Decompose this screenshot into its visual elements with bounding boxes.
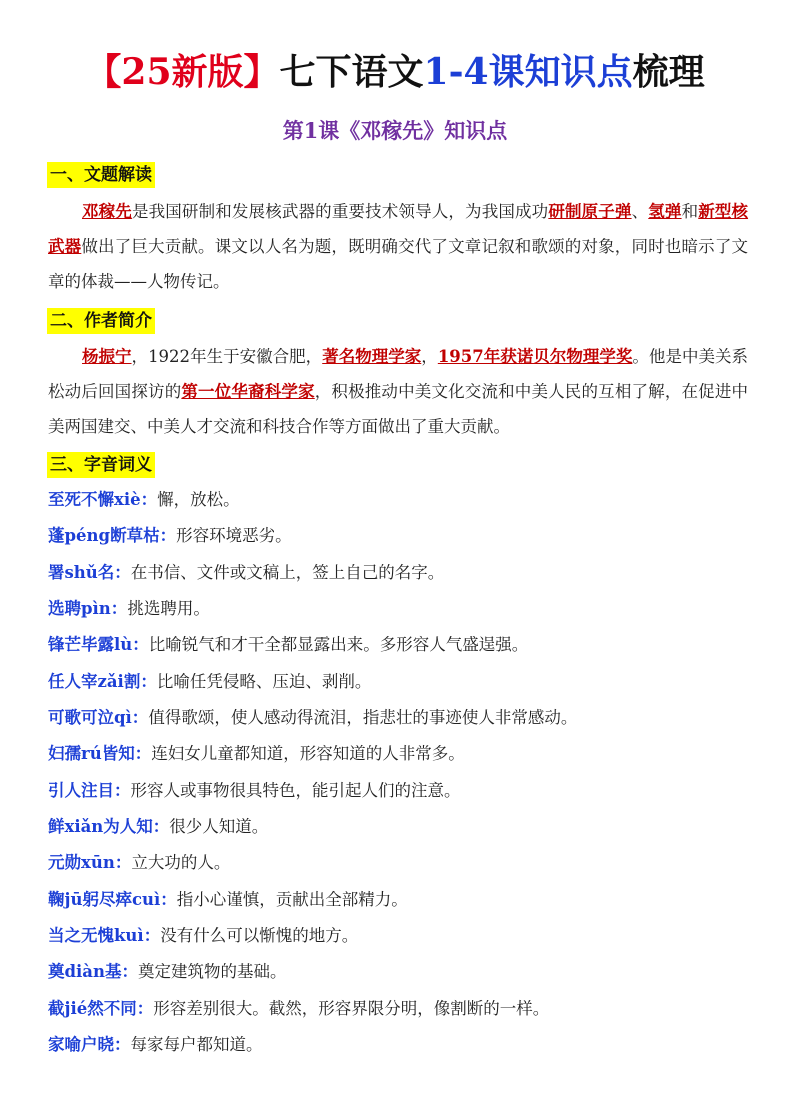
vocab-item	[48, 814, 748, 840]
vocab-definition: 立大功的人。	[131, 853, 231, 872]
vocab-definition: 奠定建筑物的基础。	[138, 962, 287, 981]
text-run: 是我国研制和发展核武器的重要技术领导人，为我国成功	[131, 202, 549, 221]
text-run: 、	[631, 202, 649, 221]
vocab-term: 鞠jū躬尽瘁cuì：	[48, 890, 177, 909]
vocab-definition: 比喻任凭侵略、压迫、剥削。	[156, 672, 372, 691]
lesson-subtitle: 第1课《邓稼先》知识点	[282, 118, 508, 143]
vocab-definition: 连妇女儿童都知道，形容知道的人非常多。	[151, 744, 465, 763]
vocab-definition: 形容差别很大。截然，形容界限分明，像割断的一样。	[153, 999, 550, 1018]
vocab-definition: 每家每户都知道。	[130, 1035, 263, 1054]
vocab-item	[48, 741, 748, 767]
title-analysis-paragraph	[48, 194, 748, 299]
title-lesson-range: 1-4课知识点	[423, 51, 633, 93]
vocab-item	[48, 632, 748, 658]
vocab-term: 署shǔ名：	[48, 563, 131, 582]
section-heading-author-intro: 二、作者简介	[47, 308, 155, 334]
vocab-term: 家喻户晓：	[48, 1035, 131, 1054]
vocab-item	[48, 887, 748, 913]
vocab-item	[48, 705, 748, 731]
vocab-item	[48, 778, 748, 804]
vocab-term: 引人注目：	[48, 781, 131, 800]
vocab-definition: 挑选聘用。	[127, 599, 210, 618]
vocab-definition: 在书信、文件或文稿上，签上自己的名字。	[130, 563, 445, 582]
text-run: 杨振宁	[82, 347, 132, 366]
vocab-item	[48, 1032, 748, 1058]
text-run: ，	[421, 347, 438, 366]
vocab-term: 锋芒毕露lù：	[48, 635, 149, 654]
vocab-term: 元勋xūn：	[48, 853, 132, 872]
section-heading-title-analysis: 一、文题解读	[47, 162, 155, 188]
vocab-item	[48, 850, 748, 876]
vocab-item	[48, 923, 748, 949]
text-run: 新型核武器	[48, 202, 749, 256]
vocab-definition: 懈，放松。	[157, 490, 240, 509]
text-run: ，积极推动中美文化交流和中美人民的互相了解，在促进中美两国建交、中美人才交流和科技合作等方面做出了重大贡献。	[48, 382, 749, 436]
author-intro-paragraph	[48, 339, 748, 444]
vocab-definition: 形容人或事物很具特色，能引起人们的注意。	[130, 781, 461, 800]
text-run: 和	[681, 202, 699, 221]
vocab-definition: 比喻锐气和才干全都显露出来。多形容人气盛逞强。	[148, 635, 529, 654]
text-run: 氢弹	[648, 202, 682, 221]
vocab-term: 当之无愧kuì：	[48, 926, 161, 945]
title-suffix: 梳理	[632, 51, 705, 93]
vocab-item	[48, 487, 748, 513]
vocab-definition: 没有什么可以惭愧的地方。	[160, 926, 359, 945]
vocab-term: 奠diàn基：	[48, 962, 138, 981]
vocab-item	[48, 523, 748, 549]
vocab-term: 可歌可泣qì：	[48, 708, 149, 727]
text-run: 。他是中美关系松动后回国探访的	[48, 347, 748, 401]
vocab-item	[48, 669, 748, 695]
vocab-definition: 指小心谨慎，贡献出全部精力。	[176, 890, 408, 909]
vocab-item	[48, 596, 748, 622]
text-run: 第一位华裔科学家	[181, 382, 315, 401]
vocab-term: 选聘pìn：	[48, 599, 128, 618]
text-run: ，1922年生于安徽合肥，	[131, 347, 323, 366]
title-edition-tag: 【25新版】	[85, 51, 280, 93]
vocab-item	[48, 959, 748, 985]
text-run: 1957年获诺贝尔物理学奖	[437, 347, 633, 366]
vocab-term: 鲜xiǎn为人知：	[48, 817, 170, 836]
text-run: 做出了巨大贡献。课文以人名为题，既明确交代了文章记叙和歌颂的对象，同时也暗示了文章的体裁——人物传记。	[48, 237, 749, 291]
vocab-term: 妇孺rú皆知：	[48, 744, 152, 763]
vocab-item	[48, 996, 748, 1022]
vocab-definition: 很少人知道。	[169, 817, 269, 836]
vocab-term: 至死不懈xiè：	[48, 490, 158, 509]
text-run: 研制原子弹	[548, 202, 632, 221]
title-subject: 七下语文	[279, 51, 424, 93]
text-run: 著名物理学家	[322, 347, 422, 366]
vocab-item	[48, 560, 748, 586]
vocab-term: 蓬péng断草枯：	[48, 526, 177, 545]
vocab-term: 任人宰zǎi割：	[48, 672, 157, 691]
section-heading-vocabulary: 三、字音词义	[47, 452, 155, 478]
vocab-definition: 形容环境恶劣。	[176, 526, 292, 545]
vocab-definition: 值得歌颂，使人感动得流泪，指悲壮的事迹使人非常感动。	[148, 708, 578, 727]
vocab-term: 截jié然不同：	[48, 999, 154, 1018]
text-run: 邓稼先	[82, 202, 132, 221]
page-title	[0, 50, 790, 94]
